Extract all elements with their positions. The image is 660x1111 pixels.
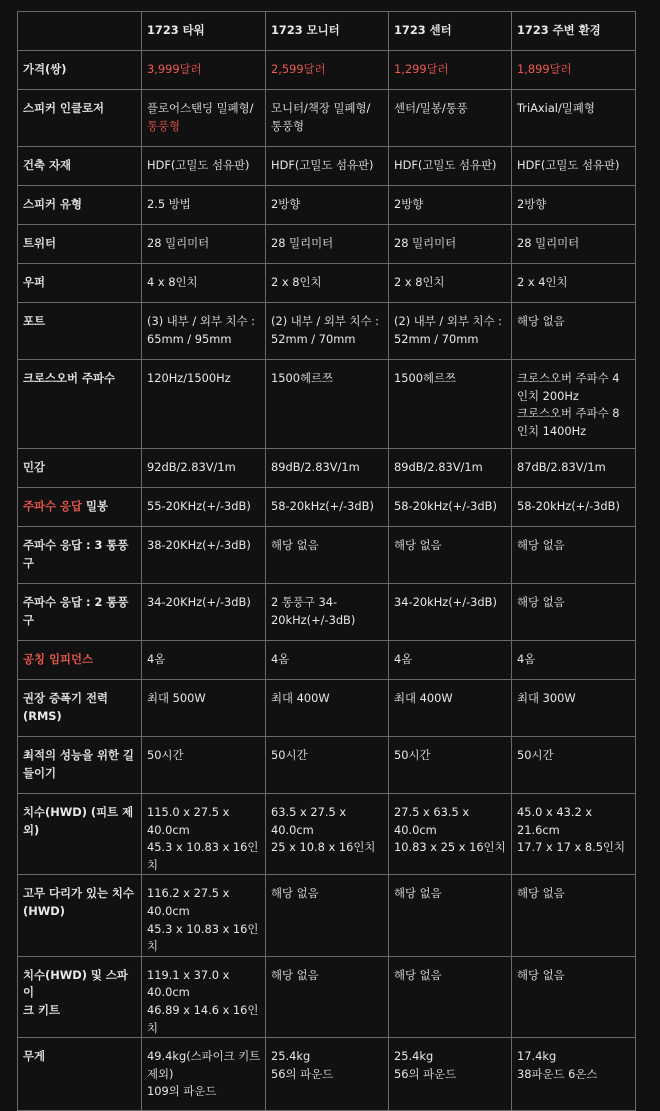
spec-cell [266,449,389,488]
spec-cell [512,794,636,875]
cell-text-line: 2방향 [517,197,547,211]
cell-text-line: 최대 500W [147,691,206,705]
cell-text-line: 4옴 [271,652,290,666]
spec-cell [389,794,512,875]
spec-cell [142,186,266,225]
cell-text-line: 34-20KHz(+/-3dB) [147,595,251,609]
cell-text-line: 가격(쌍) [23,62,67,76]
cell-text-line: 크로스오버 주파수 4 [517,371,620,385]
row-label [18,186,142,225]
cell-text-line: 28 밀리미터 [271,236,334,250]
spec-cell [512,360,636,449]
cell-text-line: 구 [23,555,35,570]
row-label [18,1038,142,1111]
cell-text-line: 제외) [147,1066,174,1081]
spec-row [18,956,636,1037]
cell-text-line: 민감 [23,460,46,474]
cell-text-line: 1500헤르쯔 [394,371,456,385]
spec-cell [142,584,266,641]
spec-cell [142,303,266,360]
spec-row [18,225,636,264]
spec-cell [266,584,389,641]
cell-text-line: 해당 없음 [394,886,442,901]
spec-cell [142,488,266,527]
spec-cell [266,680,389,737]
row-label [18,225,142,264]
cell-text-line: 해당 없음 [517,886,565,901]
spec-row [18,737,636,794]
cell-text-line: 50시간 [271,748,308,762]
spec-row [18,51,636,90]
spec-cell [389,264,512,303]
spec-row [18,527,636,584]
spec-cell [266,488,389,527]
row-label-part: 밀봉 [81,499,108,513]
cell-text-line: 1500헤르쯔 [271,371,333,385]
cell-text-line: 63.5 x 27.5 x 40.0cm [271,805,347,837]
row-label-part: 주파수 응답 [23,499,82,513]
spec-cell [266,737,389,794]
spec-row [18,1038,636,1111]
cell-text-line: 4 x 8인치 [147,275,198,289]
row-label [18,90,142,147]
spec-cell [512,449,636,488]
spec-cell [142,527,266,584]
cell-text-line: 해당 없음 [517,967,565,982]
cell-text-line: 50시간 [394,748,431,762]
spec-cell [142,449,266,488]
cell-text-line: 센터/밀봉/통풍 [394,101,468,115]
row-label [18,303,142,360]
cell-text-line: 해당 없음 [394,538,442,552]
cell-text-line: 25.4kg [271,1049,311,1064]
cell-text-line: 모니터/책장 밀폐형/ [271,101,371,115]
spec-cell [142,51,266,90]
row-label [18,51,142,90]
row-label [18,360,142,449]
cell-text-line: 92dB/2.83V/1m [147,460,236,474]
cell-text-line: 고무 다리가 있는 치수 [23,886,134,901]
cell-text-line: 1,299달러 [394,62,449,76]
cell-text-line: 통풍형 [147,118,181,133]
cell-text-line: 3,999달러 [147,62,202,76]
spec-cell [142,794,266,875]
spec-cell [389,584,512,641]
cell-text-line: 56의 파운드 [271,1066,334,1081]
spec-cell [389,875,512,956]
cell-text-line: 28 밀리미터 [147,236,210,250]
spec-row [18,488,636,527]
cell-text-line: 89dB/2.83V/1m [394,460,483,474]
row-label [18,584,142,641]
spec-cell [389,737,512,794]
row-label [18,875,142,956]
cell-text-line: 최대 400W [394,691,453,705]
spec-cell [142,1038,266,1111]
speaker-spec-table [17,11,636,1111]
cell-text-line: 치수(HWD) (피트 제 [23,805,134,819]
cell-text-line: 포트 [23,314,46,328]
cell-text-line: 89dB/2.83V/1m [271,460,360,474]
spec-cell [389,225,512,264]
row-label [18,794,142,875]
spec-cell [512,737,636,794]
cell-text-line: 크로스오버 주파수 8 [517,406,620,421]
spec-cell [266,641,389,680]
cell-text-line: 10.83 x 25 x 16인치 [394,840,506,855]
cell-text-line: 1,899달러 [517,62,572,76]
spec-row [18,147,636,186]
cell-text-line: 25.4kg [394,1049,434,1064]
header-cell-empty [18,12,142,51]
cell-text-line: 플로어스탠딩 밀폐형/ [147,101,254,115]
cell-text-line: 해당 없음 [517,595,565,609]
row-label [18,488,142,527]
row-label [18,680,142,737]
spec-cell [266,303,389,360]
cell-text-line: 권장 증폭기 전력 [23,691,108,705]
cell-text-line: 87dB/2.83V/1m [517,460,606,474]
cell-text-line: 무게 [23,1049,46,1064]
spec-row [18,449,636,488]
spec-cell [512,225,636,264]
cell-text-line: 55-20KHz(+/-3dB) [147,499,251,513]
row-label [18,449,142,488]
spec-row [18,794,636,875]
spec-cell [512,527,636,584]
spec-cell [266,956,389,1037]
cell-text-line: 통풍형 [271,118,305,133]
cell-text-line: 2 x 4인치 [517,275,568,289]
spec-row [18,186,636,225]
spec-cell [389,641,512,680]
header-cell-center: 1723 센터 [389,12,512,51]
cell-text-line: 주파수 응답 : 3 통풍 [23,538,129,552]
cell-text-line: 28 밀리미터 [394,236,457,250]
cell-text-line: 27.5 x 63.5 x 40.0cm [394,805,470,837]
cell-text-line: 해당 없음 [271,886,319,901]
cell-text-line: 크로스오버 주파수 [23,371,115,385]
spec-cell [266,90,389,147]
spec-cell [389,956,512,1037]
spec-cell [266,1038,389,1111]
cell-text-line: TriAxial/밀폐형 [517,101,595,115]
spec-cell [142,737,266,794]
cell-text-line: 2.5 방법 [147,197,191,211]
header-cell-tower: 1723 타워 [142,12,266,51]
spec-cell [389,680,512,737]
cell-text-line: 52mm / 70mm [271,331,356,346]
spec-row [18,90,636,147]
cell-text-line: 52mm / 70mm [394,331,479,346]
spec-cell [266,51,389,90]
cell-text-line: 해당 없음 [271,967,319,982]
cell-text-line: 34-20kHz(+/-3dB) [394,595,497,609]
cell-text-line: 구 [23,612,35,627]
cell-text-line: 들이기 [23,765,57,780]
cell-text-line: 인치 200Hz [517,388,579,403]
row-label [18,956,142,1037]
spec-cell [512,680,636,737]
spec-cell [512,90,636,147]
spec-row [18,360,636,449]
spec-cell [389,51,512,90]
cell-text-line: 스피커 인클로저 [23,101,104,115]
cell-text-line: 109의 파운드 [147,1084,217,1099]
cell-text-line: 4옴 [147,652,166,666]
cell-text-line: 스피커 유형 [23,197,82,211]
spec-row [18,680,636,737]
cell-text-line: 50시간 [147,748,184,762]
cell-text-line: (RMS) [23,708,62,723]
row-label [18,641,142,680]
cell-text-line: HDF(고밀도 섬유판) [517,158,620,172]
cell-text-line: 주파수 응답 : 2 통풍 [23,595,129,609]
spec-cell [512,875,636,956]
cell-text-line: (3) 내부 / 외부 치수 : [147,314,255,328]
cell-text-line: (2) 내부 / 외부 치수 : [394,314,502,328]
spec-cell [512,1038,636,1111]
spec-cell [142,956,266,1037]
spec-cell [389,147,512,186]
cell-text-line: 최적의 성능을 위한 길 [23,748,134,762]
spec-cell [389,303,512,360]
spec-cell [142,90,266,147]
cell-text-line: 트위터 [23,236,57,250]
cell-text-line: 해당 없음 [394,967,442,982]
spec-row [18,641,636,680]
spec-cell [266,360,389,449]
spec-cell [142,264,266,303]
spec-cell [389,1038,512,1111]
cell-text-line: 58-20kHz(+/-3dB) [394,499,497,513]
cell-text-line: 119.1 x 37.0 x 40.0cm [147,967,230,1000]
cell-text-line: 45.3 x 10.83 x 16인치 [147,840,259,872]
cell-text-line: 4옴 [517,652,536,666]
cell-text-line: 116.2 x 27.5 x 40.0cm [147,886,230,918]
cell-text-line: 해당 없음 [517,314,565,328]
spec-cell [512,186,636,225]
cell-text-line: 해당 없음 [517,538,565,552]
spec-row [18,264,636,303]
spec-cell [512,51,636,90]
cell-text-line: 58-20kHz(+/-3dB) [517,499,620,513]
spec-cell [512,641,636,680]
cell-text-line: 120Hz/1500Hz [147,371,231,385]
cell-text-line: (HWD) [23,903,65,918]
spec-cell [142,360,266,449]
cell-text-line: 2방향 [271,197,301,211]
cell-text-line: 공칭 임피던스 [23,652,93,666]
spec-cell [512,488,636,527]
row-label [18,737,142,794]
spec-cell [389,449,512,488]
spec-cell [389,488,512,527]
spec-cell [266,225,389,264]
cell-text-line: (2) 내부 / 외부 치수 : [271,314,379,328]
row-label [18,527,142,584]
spec-cell [142,147,266,186]
cell-text-line: 56의 파운드 [394,1066,457,1081]
cell-text-line: 65mm / 95mm [147,331,232,346]
cell-text-line: HDF(고밀도 섬유판) [271,158,374,172]
cell-text-line: 38파운드 6온스 [517,1066,598,1081]
cell-text-line: 2 x 8인치 [394,275,445,289]
cell-text-line: 크 키트 [23,1002,60,1017]
row-label [18,264,142,303]
cell-text-line: 치수(HWD) 및 스파이 [23,967,128,1000]
row-label [18,147,142,186]
spec-cell [142,225,266,264]
spec-cell [142,875,266,956]
cell-text-line: 45.3 x 10.83 x 16인치 [147,921,259,954]
spec-row [18,875,636,956]
spec-cell [389,527,512,584]
spec-row [18,303,636,360]
spec-cell [266,794,389,875]
cell-text-line: 17.7 x 17 x 8.5인치 [517,840,625,855]
cell-text-line: 최대 300W [517,691,576,705]
cell-text-line: 20kHz(+/-3dB) [271,612,356,627]
cell-text-line: 해당 없음 [271,538,319,552]
header-cell-surround: 1723 주변 환경 [512,12,636,51]
cell-text-line: 25 x 10.8 x 16인치 [271,840,376,855]
cell-text-line: 건축 자재 [23,158,71,172]
header-cell-monitor: 1723 모니터 [266,12,389,51]
cell-text-line: 최대 400W [271,691,330,705]
cell-text-line: 외) [23,822,40,837]
spec-cell [266,147,389,186]
spec-cell [389,360,512,449]
spec-cell [512,956,636,1037]
cell-text-line: 2,599달러 [271,62,326,76]
spec-cell [512,147,636,186]
spec-cell [389,90,512,147]
header-row [18,12,636,51]
spec-cell [512,303,636,360]
spec-cell [266,264,389,303]
cell-text-line: HDF(고밀도 섬유판) [147,158,250,172]
cell-text-line: 2방향 [394,197,424,211]
cell-text-line: 38-20KHz(+/-3dB) [147,538,251,552]
cell-text-line: 115.0 x 27.5 x 40.0cm [147,805,230,837]
cell-text-line: 2 통풍구 34- [271,595,338,609]
spec-cell [266,186,389,225]
cell-text-line: 4옴 [394,652,413,666]
cell-text-line: 50시간 [517,748,554,762]
cell-text-line: 17.4kg [517,1049,557,1064]
cell-text-line: 45.0 x 43.2 x 21.6cm [517,805,593,837]
spec-cell [389,186,512,225]
cell-text-line: 28 밀리미터 [517,236,580,250]
spec-cell [512,584,636,641]
spec-cell [512,264,636,303]
cell-text-line: 인치 1400Hz [517,423,587,438]
spec-cell [266,527,389,584]
spec-row [18,584,636,641]
spec-cell [266,875,389,956]
cell-text-line: HDF(고밀도 섬유판) [394,158,497,172]
spec-cell [142,641,266,680]
cell-text-line: 49.4kg(스파이크 키트 [147,1049,261,1064]
cell-text-line: 2 x 8인치 [271,275,322,289]
spec-cell [142,680,266,737]
cell-text-line: 46.89 x 14.6 x 16인치 [147,1002,259,1035]
cell-text-line: 우퍼 [23,275,46,289]
cell-text-line: 58-20kHz(+/-3dB) [271,499,374,513]
